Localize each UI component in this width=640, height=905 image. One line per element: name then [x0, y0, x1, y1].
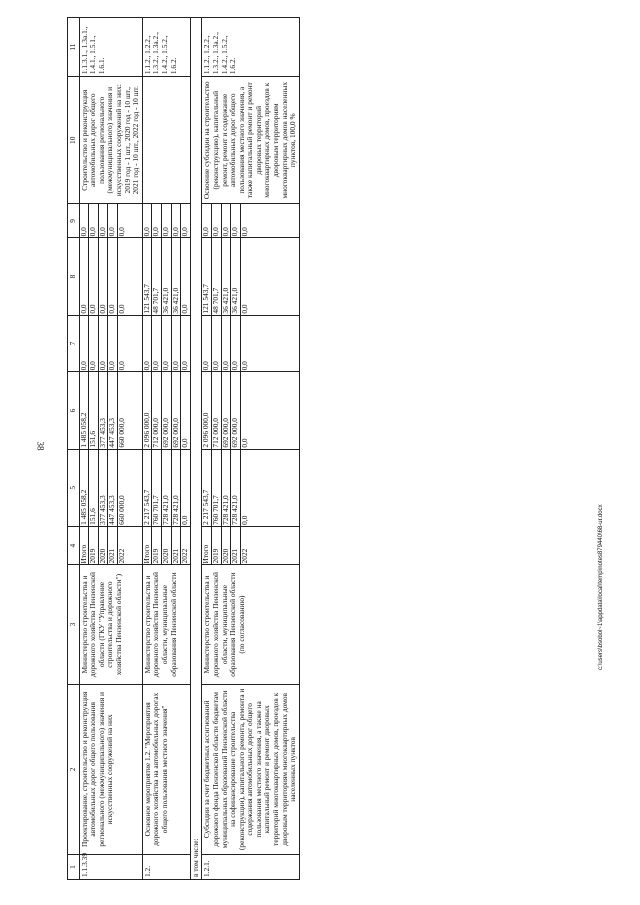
value: 0,0	[99, 204, 109, 237]
col-header: 9	[68, 204, 80, 238]
col-header: 1	[68, 855, 80, 880]
section-row	[190, 18, 202, 880]
value: 0,0	[152, 316, 162, 372]
value: 0,0	[172, 316, 182, 372]
regional-cell	[142, 372, 190, 449]
rotated-table-sheet	[67, 17, 603, 880]
year: Итого	[143, 527, 153, 565]
value: 0,0	[172, 204, 182, 237]
value: 692 000,0	[222, 372, 232, 448]
value: 0,0	[231, 316, 241, 372]
col-header: 3	[68, 565, 80, 684]
value: 0,0	[202, 204, 212, 237]
value: 728 421,0	[231, 450, 241, 526]
value: 0,0	[89, 238, 99, 314]
value: 0,0	[108, 316, 118, 372]
value: 1 485 058,2	[80, 372, 90, 448]
year: Итого	[80, 527, 90, 565]
year: 2020	[222, 527, 232, 565]
executor: Министерство строительства и дорожного хозяйства Пензенской области (ГКУ "Управление строительства и дорожного хозяйства Пензенской области")	[79, 565, 142, 684]
value: 2 217 543,7	[143, 450, 153, 526]
federal-cell	[142, 315, 190, 372]
value: 660 000,0	[116, 418, 126, 448]
col-header: 6	[68, 372, 80, 449]
years-cell	[202, 526, 300, 565]
year: 2020	[162, 527, 172, 565]
year: 2019	[89, 527, 99, 565]
value: 121 543,7	[202, 238, 212, 314]
value: 728 421,0	[172, 450, 182, 526]
other-cell	[79, 204, 142, 238]
page-number: 38	[35, 441, 46, 451]
value: 0,0	[99, 238, 109, 314]
value: 0,0	[152, 204, 162, 237]
value: 0,0	[239, 227, 249, 237]
value: 760 701,7	[152, 450, 162, 526]
result-text	[142, 77, 190, 204]
value: 0,0	[180, 361, 190, 371]
value: 0,0	[180, 515, 190, 525]
value: 712 000,0	[152, 372, 162, 448]
value: 0,0	[89, 204, 99, 237]
value: 0,0	[222, 316, 232, 372]
value: 48 701,7	[152, 238, 162, 314]
table-row	[142, 18, 190, 880]
value: 0,0	[80, 238, 90, 314]
value: 48 701,7	[212, 238, 222, 314]
regional-cell	[202, 372, 300, 449]
row-number: 1.2.1.	[202, 855, 300, 880]
local-cell	[79, 238, 142, 315]
years-cell	[79, 526, 142, 565]
value: 0,0	[89, 316, 99, 372]
value: 0,0	[116, 361, 126, 371]
value: 692 000,0	[162, 372, 172, 448]
year: 2022	[239, 548, 249, 564]
program-table	[67, 17, 300, 880]
value: 377 453,3	[99, 372, 109, 448]
value: 0,0	[202, 316, 212, 372]
other-cell	[202, 204, 300, 238]
value: 1 485 058,2	[80, 450, 90, 526]
col-header: 5	[68, 449, 80, 526]
value: 0,0	[212, 204, 222, 237]
value: 0,0	[108, 238, 118, 314]
value: 0,0	[80, 316, 90, 372]
measure-name: Основное мероприятие 1.2. "Мероприятия дорожного хозяйства на автомобильных дорогах общего пользования местного значения"	[142, 684, 190, 854]
value: 121 543,7	[143, 238, 153, 314]
value: 36 421,0	[172, 238, 182, 314]
year: 2022	[116, 548, 126, 564]
value: 0,0	[143, 204, 153, 237]
total-cell	[79, 449, 142, 526]
indicator-links: 1.1.2., 1.2.2., 1.3.2., 1.3а.2., 1.4.2., 1.5.2., 1.6.2.	[202, 18, 300, 77]
value: 447 453,3	[108, 372, 118, 448]
value: 0,0	[222, 204, 232, 237]
year: 2021	[172, 527, 182, 565]
value: 447 453,3	[108, 450, 118, 526]
row-number: 1.2.	[142, 855, 190, 880]
result-text: Освоение субсидии на строительство (реконструкцию), капитальный ремонт, ремонт и содержание автомобильных дорог общего пользования местного значения, а также капитальный ремонт и ремонт дворовых территорий многоквартирных домов, проездов к дворовым территориям многоквартирных домов населенных пунктов, 100,0 %	[202, 77, 300, 204]
year: Итого	[202, 527, 212, 565]
value: 692 000,0	[231, 372, 241, 448]
value: 0,0	[108, 204, 118, 237]
table-row	[202, 18, 300, 880]
col-header: 2	[68, 684, 80, 854]
value: 728 421,0	[162, 450, 172, 526]
total-cell	[202, 449, 300, 526]
section-label: в том числе:	[190, 18, 202, 880]
year: 2021	[231, 527, 241, 565]
value: 0,0	[143, 316, 153, 372]
other-cell	[142, 204, 190, 238]
local-cell	[142, 238, 190, 315]
value: 660 000,0	[116, 495, 126, 525]
value: 2 096 000,0	[143, 372, 153, 448]
local-cell	[202, 238, 300, 315]
value: 2 096 000,0	[202, 372, 212, 448]
year: 2019	[212, 527, 222, 565]
value: 36 421,0	[162, 238, 172, 314]
year: 2022	[180, 548, 190, 564]
row-number: 1.1.3.39	[79, 855, 142, 880]
federal-cell	[79, 315, 142, 372]
executor: Министерство строительства и дорожного хозяйства Пензенской области, муниципальные образования Пензенской области (по согласованию)	[202, 565, 300, 684]
measure-name: Субсидии за счет бюджетных ассигнований дорожного фонда Пензенской области бюджетам муниципальных образований Пензенской области на софинансирование строительства (реконструкции), капитального ремонта, ремонта и содержания автомобильных дорог общего пользования местного значения, а также на капитальный ремонт и ремонт дворовых территорий многоквартирных домов, проездов к дворовым территориям многоквартирных домов населенных пунктов	[202, 684, 300, 854]
value: 0,0	[239, 515, 249, 525]
value: 0,0	[239, 361, 249, 371]
value: 0,0	[116, 304, 126, 314]
indicator-links: 1.1.3.1., 1.3а.1., 1.4.1., 1.5.1., 1.6.1.	[79, 18, 142, 77]
col-header: 8	[68, 238, 80, 315]
value: 0,0	[99, 316, 109, 372]
year: 2019	[152, 527, 162, 565]
value: 712 000,0	[212, 372, 222, 448]
value: 36 421,0	[231, 238, 241, 314]
value: 0,0	[162, 204, 172, 237]
indicator-links: 1.1.2., 1.2.2., 1.3.2., 1.3а.2., 1.4.2., 1.5.2., 1.6.2.	[142, 18, 190, 77]
value: 0,0	[239, 438, 249, 448]
measure-name: Проектирование, строительство и реконструкция автомобильных дорог общего пользования регионального (межмуниципального) значения и искусственных сооружений на них	[79, 684, 142, 854]
file-path-footer: c:\users\bsobol~1\appdata\local\temp\notes879440\68-ur.docx	[598, 504, 604, 670]
value: 0,0	[180, 227, 190, 237]
value: 0,0	[180, 438, 190, 448]
value: 0,0	[80, 204, 90, 237]
value: 0,0	[180, 304, 190, 314]
executor: Министерство строительства и дорожного хозяйства Пензенской области, муниципальные образования Пензенской области	[142, 565, 190, 684]
year: 2020	[99, 527, 109, 565]
table-row	[79, 18, 142, 880]
federal-cell	[202, 315, 300, 372]
value: 151,6	[89, 450, 99, 526]
col-header: 4	[68, 526, 80, 565]
value: 0,0	[116, 227, 126, 237]
value: 0,0	[231, 204, 241, 237]
value: 377 453,3	[99, 450, 109, 526]
col-header: 11	[68, 18, 80, 77]
value: 692 000,0	[172, 372, 182, 448]
years-cell	[142, 526, 190, 565]
value: 151,6	[89, 372, 99, 448]
value: 0,0	[212, 316, 222, 372]
value: 728 421,0	[222, 450, 232, 526]
col-header: 10	[68, 77, 80, 204]
column-number-row	[68, 18, 80, 880]
year: 2021	[108, 527, 118, 565]
value: 2 217 543,7	[202, 450, 212, 526]
result-text: Строительство и реконструкция автомобильных дорог общего пользования регионального (межмуниципального) значения и искусственных сооружений на них: 2019 год - 1 шт., 2020 год - 10 шт., 2021 год - 10 шт., 2022 год - 10 шт.	[79, 77, 142, 204]
value: 0,0	[239, 304, 249, 314]
col-header: 7	[68, 315, 80, 372]
regional-cell	[79, 372, 142, 449]
value: 760 701,7	[212, 450, 222, 526]
value: 0,0	[162, 316, 172, 372]
value: 36 421,0	[222, 238, 232, 314]
total-cell	[142, 449, 190, 526]
